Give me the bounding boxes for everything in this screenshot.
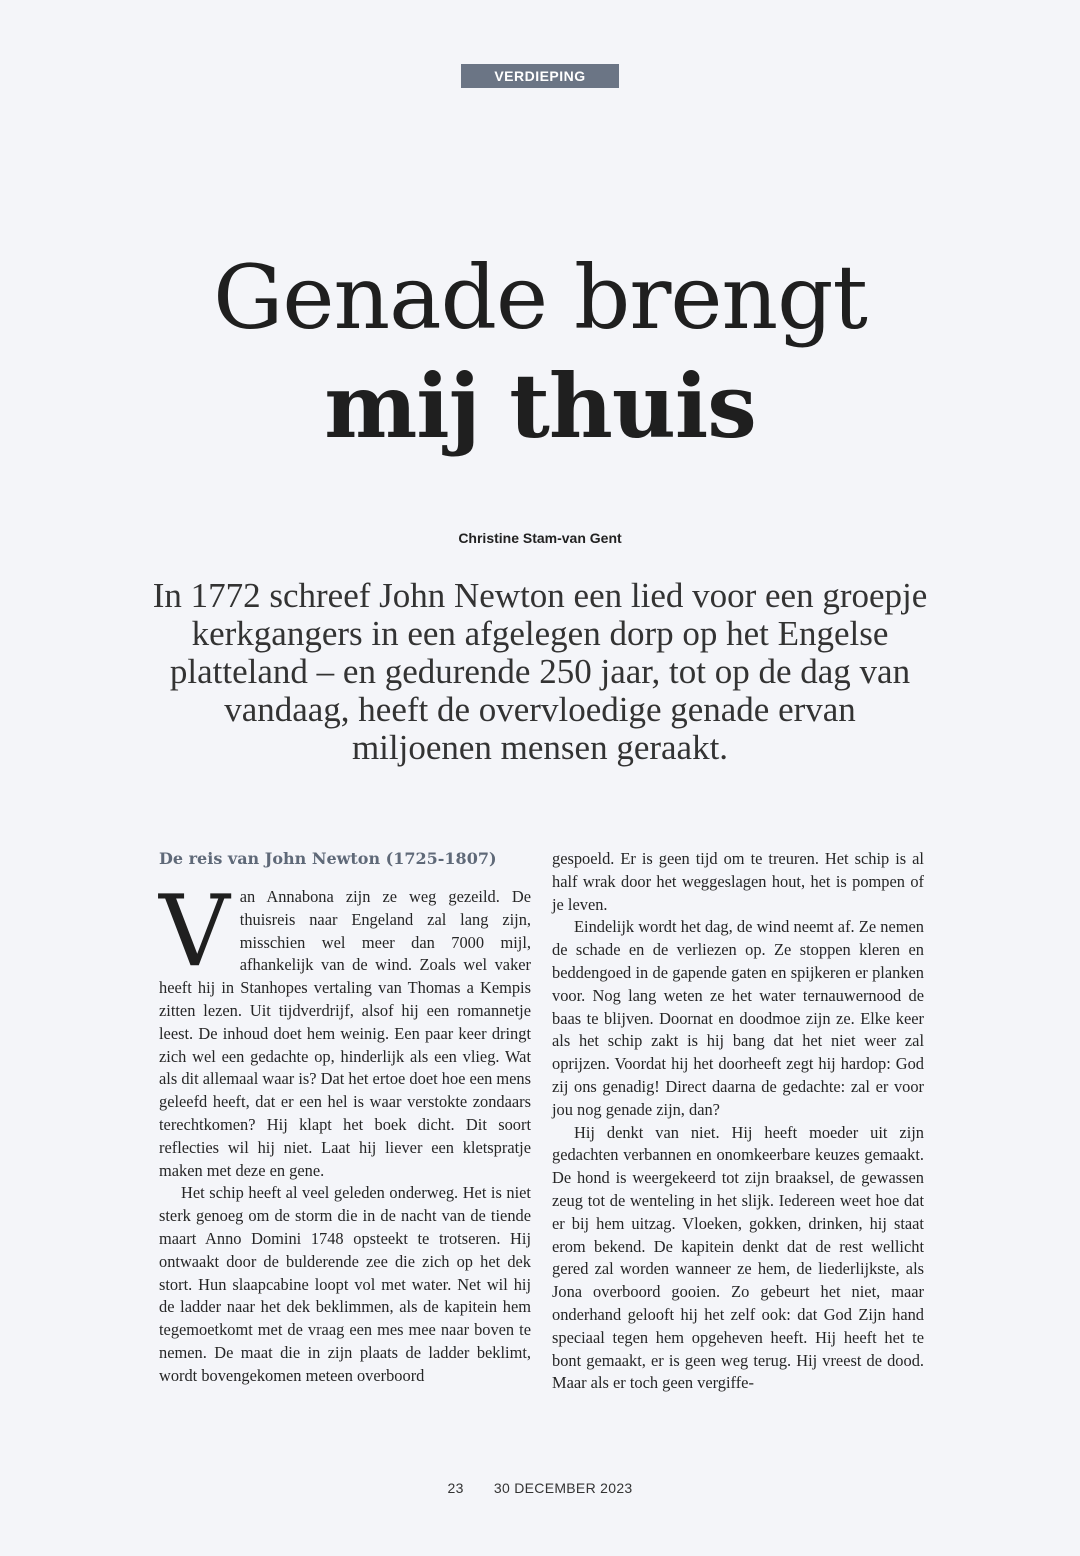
paragraph-5: Hij denkt van niet. Hij heeft moeder uit zijn gedachten verbannen en onomkeerbare keuzes gemaakt. De hond is weergekeerd tot zijn braaksel, de gewassen zeug tot de wenteling in het slijk. Iedereen weet hoe dat er bij hem uitzag. Vloeken, gokken, drinken, hij staat erom bekend. De kapitein denkt dat de rest wellicht gered zal worden wanneer ze hem, de liederlijkste, als Jona overboord gooien. Zo gebeurt het niet, maar onderhand gelooft hij het zelf ook: dat God Zijn hand speciaal tegen hem opgeheven heeft. Hij heeft het te bont gemaakt, er is geen weg terug. Hij vreest de dood. Maar als er toch geen vergiffe-: [552, 1122, 924, 1393]
page-number: 23: [447, 1480, 464, 1496]
title-line-2: mij thuis: [324, 354, 756, 458]
author-byline: Christine Stam-van Gent: [458, 530, 622, 546]
paragraph-3: gespoeld. Er is geen tijd om te treuren. Het schip is al half wrak door het weggeslagen hout, het is pompen of je leven.: [552, 849, 924, 914]
column-left: [159, 848, 531, 1388]
issue-date: 30 DECEMBER 2023: [493, 1480, 633, 1496]
lead-paragraph: In 1772 schreef John Newton een lied voor een groepje kerkgangers in een afgelegen dorp op het Engelse platteland – en gedurende 250 jaar, tot op de dag van vandaag, heeft de overvloedige genade ervan miljoenen mensen geraakt.: [152, 576, 928, 767]
article-title: [0, 244, 1080, 460]
section-tag: VERDIEPING: [461, 64, 619, 88]
paragraph-2: Het schip heeft al veel geleden onderweg. Het is niet sterk genoeg om de storm die in de nacht van de tiende maart Anno Domini 1748 opsteekt te trotseren. Hij ontwaakt door de bulderende zee die zich op het dek stort. Hun slaapcabine loopt vol met water. Net wil hij de ladder naar het dek beklimmen, als de kapitein hem tegemoetkomt met de vraag een mes mee naar boven te nemen. De maat die in zijn plaats de ladder beklimt, wordt bovengekomen meteen overboord: [159, 1183, 531, 1385]
paragraph-1-text: an Annabona zijn ze weg gezeild. De thuisreis naar Engeland zal lang zijn, misschien wel meer dan 7000 mijl, afhankelijk van de wind. Zoals wel vaker heeft hij in Stanhopes vertaling van Thomas a Kempis zitten lezen. Uit tijdverdrijf, alsof hij een romannetje leest. De inhoud doet hem weinig. Een paar keer dringt zich wel een gedachte op, hinderlijk als een vlieg. Wat als dit allemaal waar is? Dat het ertoe doet hoe een mens geleefd heeft, dat er een hel is waar verstokte zondaars terechtkomen? Hij klapt het boek dicht. Dit soort reflecties wil hij niet. Laat hij liever een kletspratje maken met deze en gene.: [159, 887, 531, 1180]
paragraph-4: Eindelijk wordt het dag, de wind neemt af. Ze nemen de schade en de verliezen op. Ze stoppen kleren en beddengoed in de gapende gaten en spijkeren er planken voor. Nog lang weten ze het water ternauwernood de baas te blijven. Doornat en doodmoe zijn ze. Elke keer als het schip zakt is hij bang dat het niet weer zal oprijzen. Voordat hij het doorheeft zegt hij hardop: God zij ons genadig! Direct daarna de gedachte: zal er voor jou nog genade zijn, dan?: [552, 917, 924, 1119]
paragraph-1: [159, 875, 531, 1182]
article-subhead: De reis van John Newton (1725-1807): [159, 849, 497, 868]
page-footer: [0, 1480, 1080, 1496]
title-line-1: Genade brengt: [213, 246, 867, 349]
drop-cap: V: [159, 875, 230, 989]
column-right: [552, 848, 924, 1395]
